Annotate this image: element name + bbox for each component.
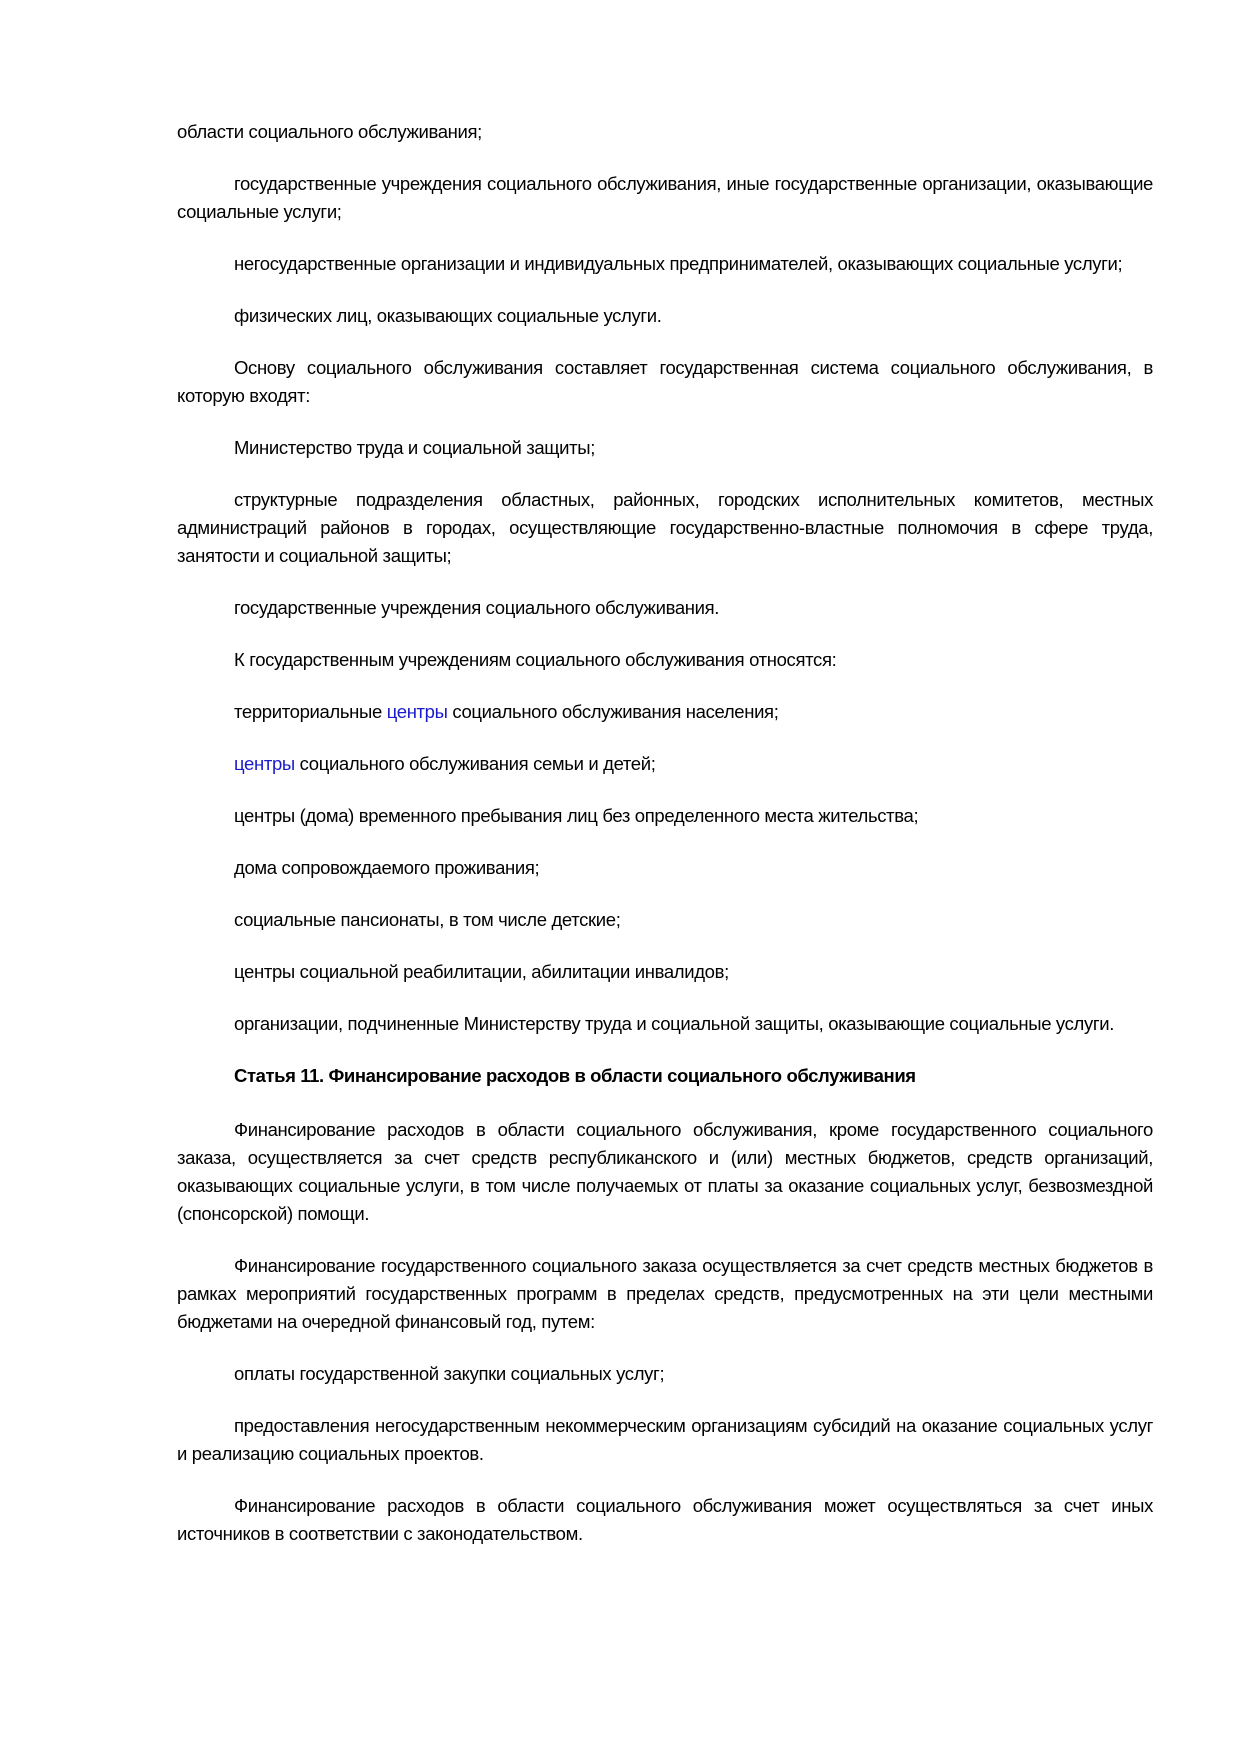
list-item-family-centers	[177, 750, 1153, 778]
text-after-link: социального обслуживания населения;	[447, 701, 779, 722]
paragraph-institutions-include: К государственным учреждениям социального обслуживания относятся:	[234, 649, 837, 670]
paragraph-financing-sources: Финансирование расходов в области социального обслуживания, кроме государственного социального заказа, осуществляется за счет средств республиканского и (или) местных бюджетов, средств организаций, оказывающих социальные услуги, в том числе получаемых от платы за оказание социальных услуг, безвозмездной (спонсорской) помощи.	[177, 1119, 1153, 1224]
paragraph-state-system: Основу социального обслуживания составляет государственная система социального обслуживания, в которую входят:	[177, 357, 1153, 406]
list-item-subsidies: предоставления негосударственным некоммерческим организациям субсидий на оказание социальных услуг и реализацию социальных проектов.	[177, 1415, 1153, 1464]
list-item-subordinate-organizations: организации, подчиненные Министерству труда и социальной защиты, оказывающие социальные услуги.	[234, 1013, 1115, 1034]
text-after-link: социального обслуживания семьи и детей;	[294, 753, 656, 774]
document-page	[177, 118, 1153, 1572]
paragraph-other-sources: Финансирование расходов в области социального обслуживания может осуществляться за счет иных источников в соответствии с законодательством.	[177, 1495, 1153, 1544]
list-item-social-boarding-houses: социальные пансионаты, в том числе детские;	[234, 909, 621, 930]
list-item-temporary-stay-centers: центры (дома) временного пребывания лиц без определенного места жительства;	[234, 805, 919, 826]
paragraph-state-order-financing: Финансирование государственного социального заказа осуществляется за счет средств местных бюджетов в рамках мероприятий государственных программ в пределах средств, предусмотренных на эти цели местными бюджетами на очередной финансовый год, путем:	[177, 1255, 1153, 1332]
list-item-ministry: Министерство труда и социальной защиты;	[234, 437, 596, 458]
list-item-territorial-centers	[177, 698, 1153, 726]
centers-link[interactable]: центры	[234, 753, 295, 774]
text-before-link: территориальные	[234, 701, 387, 722]
list-item-state-institutions: государственные учреждения социального обслуживания, иные государственные организации, оказывающие социальные услуги;	[177, 173, 1153, 222]
list-item-supported-living-homes: дома сопровождаемого проживания;	[234, 857, 540, 878]
list-item-non-state-organizations: негосударственные организации и индивидуальных предпринимателей, оказывающих социальные услуги;	[234, 253, 1123, 274]
centers-link[interactable]: центры	[386, 701, 448, 722]
paragraph-continuation: области социального обслуживания;	[177, 121, 482, 142]
list-item-structural-divisions: структурные подразделения областных, районных, городских исполнительных комитетов, местных администраций районов в городах, осуществляющие государственно-властные полномочия в сфере труда, занятости и социальной защиты;	[177, 489, 1153, 566]
article-11-heading: Статья 11. Финансирование расходов в области социального обслуживания	[234, 1065, 916, 1086]
list-item-procurement-payment: оплаты государственной закупки социальных услуг;	[234, 1363, 665, 1384]
list-item-rehabilitation-centers: центры социальной реабилитации, абилитации инвалидов;	[234, 961, 729, 982]
list-item-individuals: физических лиц, оказывающих социальные услуги.	[234, 305, 662, 326]
list-item-state-social-institutions: государственные учреждения социального обслуживания.	[234, 597, 720, 618]
